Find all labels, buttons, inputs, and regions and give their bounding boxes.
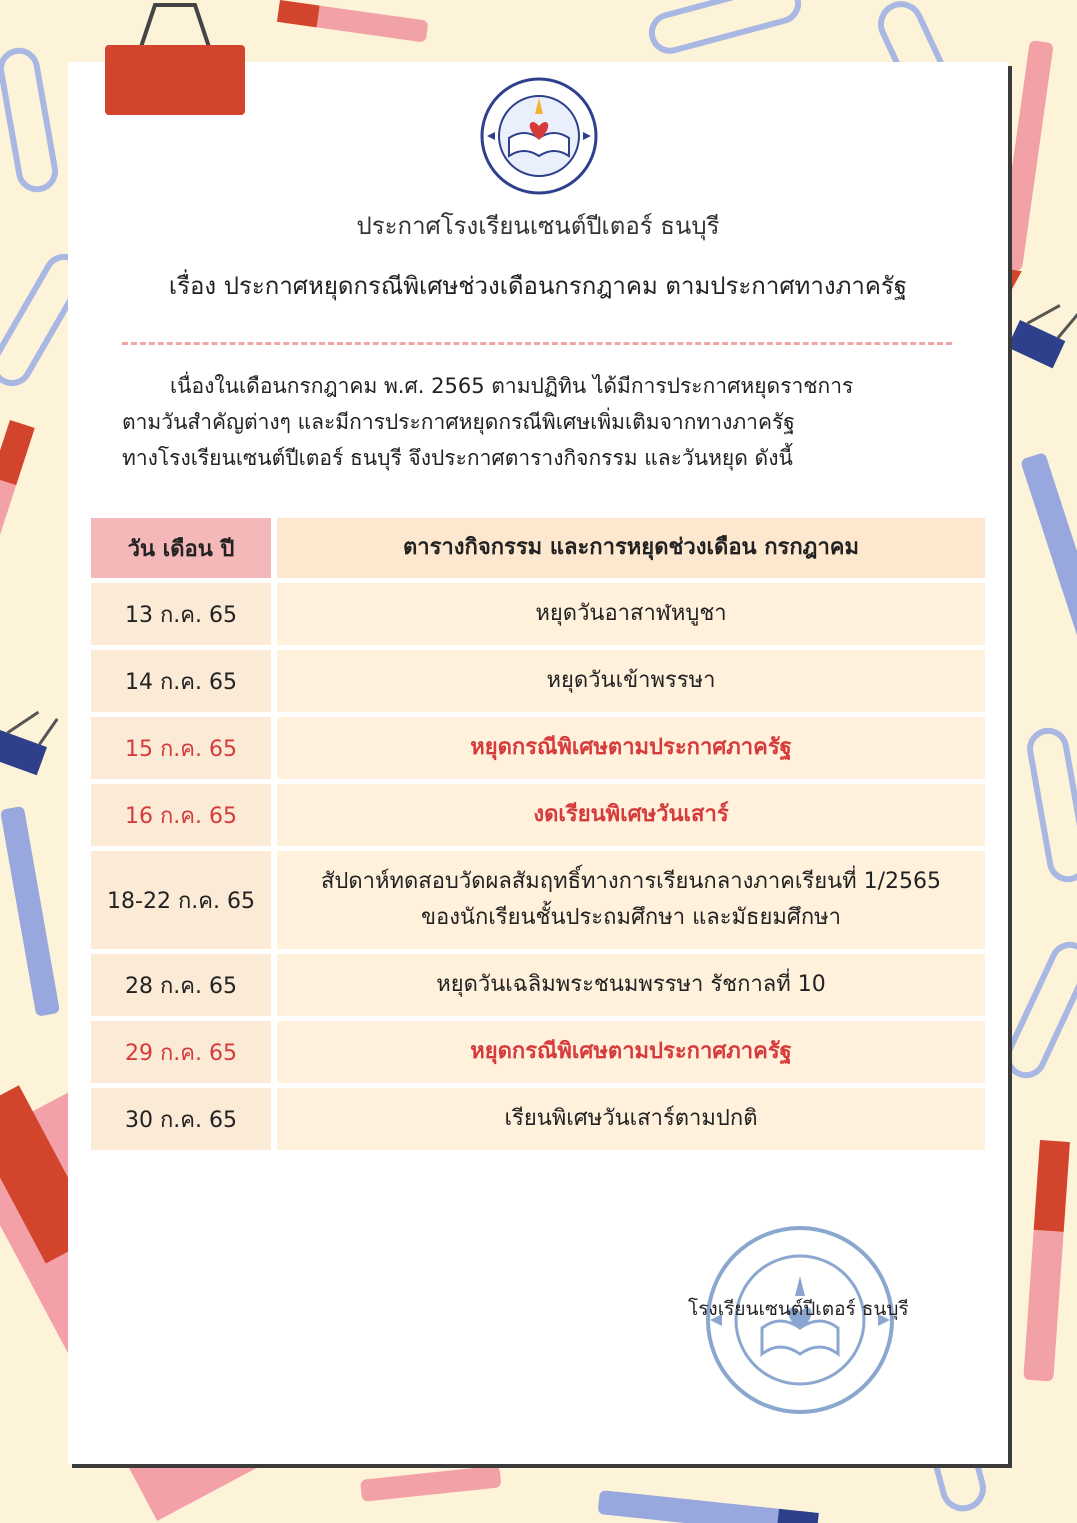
signature-text: โรงเรียนเซนต์ปีเตอร์ ธนบุรี bbox=[688, 1298, 909, 1320]
row-event: หยุดกรณีพิเศษตามประกาศภาครัฐ bbox=[277, 1021, 985, 1083]
table-row-highlight bbox=[91, 784, 985, 846]
row-date: 28 ก.ค. 65 bbox=[91, 954, 271, 1016]
intro-line: เนื่องในเดือนกรกฎาคม พ.ศ. 2565 ตามปฏิทิน ได้มีการประกาศหยุดราชการ bbox=[170, 374, 854, 398]
announcement-title: ประกาศโรงเรียนเซนต์ปีเตอร์ ธนบุรี bbox=[356, 212, 720, 240]
intro-line: ตามวันสำคัญต่างๆ และมีการประกาศหยุดกรณีพิเศษเพิ่มเติมจากทางภาครัฐ bbox=[122, 410, 795, 434]
row-event: งดเรียนพิเศษวันเสาร์ bbox=[277, 784, 985, 846]
schedule-table bbox=[91, 518, 985, 1155]
announcement-subject: เรื่อง ประกาศหยุดกรณีพิเศษช่วงเดือนกรกฎาคม ตามประกาศทางภาครัฐ bbox=[168, 272, 908, 300]
row-date: 18-22 ก.ค. 65 bbox=[91, 851, 271, 949]
row-event-line: สัปดาห์ทดสอบวัดผลสัมฤทธิ์ทางการเรียนกลางภาคเรียนที่ 1/2565 bbox=[320, 869, 942, 894]
row-event: หยุดวันอาสาฬหบูชา bbox=[277, 583, 985, 645]
row-date: 29 ก.ค. 65 bbox=[91, 1021, 271, 1083]
row-event bbox=[277, 851, 985, 949]
table-row bbox=[91, 583, 985, 645]
dashed-divider bbox=[122, 342, 952, 345]
intro-line: ทางโรงเรียนเซนต์ปีเตอร์ ธนบุรี จึงประกาศตารางกิจกรรม และวันหยุด ดังนี้ bbox=[122, 446, 793, 470]
table-row-highlight bbox=[91, 1021, 985, 1083]
date-column-header: วัน เดือน ปี bbox=[91, 518, 271, 578]
row-date: 30 ก.ค. 65 bbox=[91, 1088, 271, 1150]
row-date: 14 ก.ค. 65 bbox=[91, 650, 271, 712]
table-header-row bbox=[91, 518, 985, 578]
row-date: 16 ก.ค. 65 bbox=[91, 784, 271, 846]
table-row bbox=[91, 851, 985, 949]
school-logo bbox=[479, 76, 599, 196]
binder-clip-decoration bbox=[100, 0, 250, 120]
intro-paragraph bbox=[122, 368, 962, 476]
row-event: เรียนพิเศษวันเสาร์ตามปกติ bbox=[277, 1088, 985, 1150]
row-date: 15 ก.ค. 65 bbox=[91, 717, 271, 779]
event-column-header: ตารางกิจกรรม และการหยุดช่วงเดือน กรกฎาคม bbox=[277, 518, 985, 578]
row-date: 13 ก.ค. 65 bbox=[91, 583, 271, 645]
row-event: หยุดกรณีพิเศษตามประกาศภาครัฐ bbox=[277, 717, 985, 779]
row-event: หยุดวันเข้าพรรษา bbox=[277, 650, 985, 712]
row-event-line: ของนักเรียนชั้นประถมศึกษา และมัธยมศึกษา bbox=[420, 905, 842, 930]
table-row bbox=[91, 954, 985, 1016]
table-row-highlight bbox=[91, 717, 985, 779]
table-row bbox=[91, 1088, 985, 1150]
table-row bbox=[91, 650, 985, 712]
row-event: หยุดวันเฉลิมพระชนมพรรษา รัชกาลที่ 10 bbox=[277, 954, 985, 1016]
